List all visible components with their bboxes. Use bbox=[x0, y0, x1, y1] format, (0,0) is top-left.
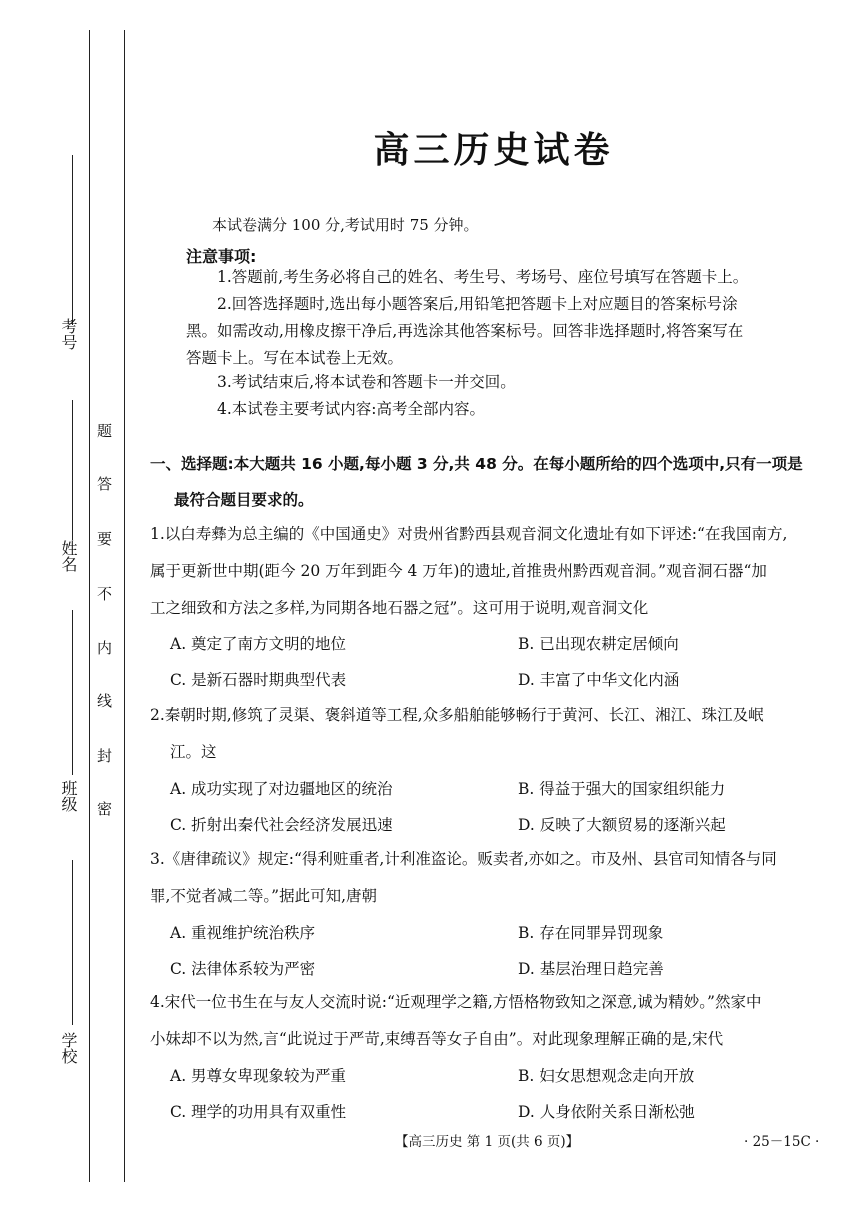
question-2-option-c: C. 折射出秦代社会经济发展迅速 bbox=[170, 816, 393, 834]
xingming-label: 姓名 bbox=[59, 540, 78, 572]
question-3-option-c: C. 法律体系较为严密 bbox=[170, 960, 316, 978]
question-1-line: 工之细致和方法之多样,为同期各地石器之冠”。这可用于说明,观音洞文化 bbox=[150, 599, 649, 617]
question-2-line: 江。这 bbox=[170, 743, 217, 761]
banji-underline bbox=[72, 610, 73, 775]
question-3-line: 罪,不觉者减二等。”据此可知,唐朝 bbox=[150, 887, 378, 905]
question-4-line: 小妹却不以为然,言“此说过于严苛,束缚吾等女子自由”。对此现象理解正确的是,宋代 bbox=[150, 1030, 724, 1048]
question-1-option-c: C. 是新石器时期典型代表 bbox=[170, 671, 347, 689]
notice-line: 2.回答选择题时,选出每小题答案后,用铅笔把答题卡上对应题目的答案标号涂 bbox=[217, 295, 738, 313]
question-4-option-b: B. 妇女思想观念走向开放 bbox=[518, 1067, 695, 1085]
seal-word-da: 答 bbox=[97, 475, 113, 493]
exam-info: 本试卷满分 100 分,考试用时 75 分钟。 bbox=[212, 216, 479, 234]
question-3-line: 3.《唐律疏议》规定:“得利赃重者,计利准盗论。贩卖者,亦如之。市及州、县官司知情各与同 bbox=[150, 850, 777, 868]
binding-line-inner bbox=[124, 30, 125, 1182]
xuexiao-underline bbox=[72, 860, 73, 1025]
kaohao-underline bbox=[72, 155, 73, 325]
seal-word-nei: 内 bbox=[97, 639, 113, 657]
section-heading-line2: 最符合题目要求的。 bbox=[174, 491, 314, 509]
notice-line: 1.答题前,考生务必将自己的姓名、考生号、考场号、座位号填写在答题卡上。 bbox=[217, 268, 749, 286]
page-footer: 【高三历史 第 1 页(共 6 页)】 bbox=[395, 1134, 580, 1150]
notice-line: 4.本试卷主要考试内容:高考全部内容。 bbox=[217, 400, 486, 418]
binding-line-outer bbox=[89, 30, 90, 1182]
banji-label: 班级 bbox=[59, 780, 78, 812]
question-2-line: 2.秦朝时期,修筑了灵渠、褒斜道等工程,众多船舶能够畅行于黄河、长江、湘江、珠江及岷 bbox=[150, 706, 764, 724]
section-heading-line1: 一、选择题:本大题共 16 小题,每小题 3 分,共 48 分。在每小题所给的四个选项中,只有一项是 bbox=[150, 455, 803, 473]
notice-line: 答题卡上。写在本试卷上无效。 bbox=[186, 349, 404, 367]
question-3-option-a: A. 重视维护统治秩序 bbox=[170, 924, 316, 942]
question-4-option-a: A. 男尊女卑现象较为严重 bbox=[170, 1067, 347, 1085]
question-4-option-d: D. 人身依附关系日渐松弛 bbox=[518, 1103, 695, 1121]
seal-word-feng: 封 bbox=[97, 747, 113, 765]
question-1-option-a: A. 奠定了南方文明的地位 bbox=[170, 635, 347, 653]
question-4-line: 4.宋代一位书生在与友人交流时说:“近观理学之籍,方悟格物致知之深意,诚为精妙。”然家中 bbox=[150, 993, 762, 1011]
seal-word-bu: 不 bbox=[97, 585, 113, 603]
notice-heading: 注意事项: bbox=[186, 247, 257, 266]
question-1-line: 1.以白寿彝为总主编的《中国通史》对贵州省黔西县观音洞文化遗址有如下评述:“在我国南方, bbox=[150, 525, 788, 543]
exam-code: · 25－15C · bbox=[744, 1134, 820, 1150]
question-3-option-d: D. 基层治理日趋完善 bbox=[518, 960, 664, 978]
question-2-option-a: A. 成功实现了对边疆地区的统治 bbox=[170, 780, 393, 798]
question-3-option-b: B. 存在同罪异罚现象 bbox=[518, 924, 664, 942]
question-2-option-b: B. 得益于强大的国家组织能力 bbox=[518, 780, 726, 798]
xingming-underline bbox=[72, 400, 73, 540]
question-4-option-c: C. 理学的功用具有双重性 bbox=[170, 1103, 347, 1121]
notice-line: 黑。如需改动,用橡皮擦干净后,再选涂其他答案标号。回答非选择题时,将答案写在 bbox=[186, 322, 744, 340]
question-2-option-d: D. 反映了大额贸易的逐渐兴起 bbox=[518, 816, 726, 834]
seal-word-yao: 要 bbox=[97, 530, 113, 548]
notice-line: 3.考试结束后,将本试卷和答题卡一并交回。 bbox=[217, 373, 516, 391]
kaohao-label: 考号 bbox=[59, 318, 78, 350]
question-1-line: 属于更新世中期(距今 20 万年到距今 4 万年)的遗址,首推贵州黔西观音洞。”观音洞石器“加 bbox=[150, 562, 767, 580]
question-1-option-b: B. 已出现农耕定居倾向 bbox=[518, 635, 679, 653]
seal-word-ti: 题 bbox=[97, 422, 113, 440]
exam-title: 高三历史试卷 bbox=[373, 130, 614, 171]
seal-word-mi: 密 bbox=[97, 800, 113, 818]
question-1-option-d: D. 丰富了中华文化内涵 bbox=[518, 671, 680, 689]
seal-word-xian: 线 bbox=[97, 692, 113, 710]
xuexiao-label: 学校 bbox=[59, 1032, 78, 1064]
